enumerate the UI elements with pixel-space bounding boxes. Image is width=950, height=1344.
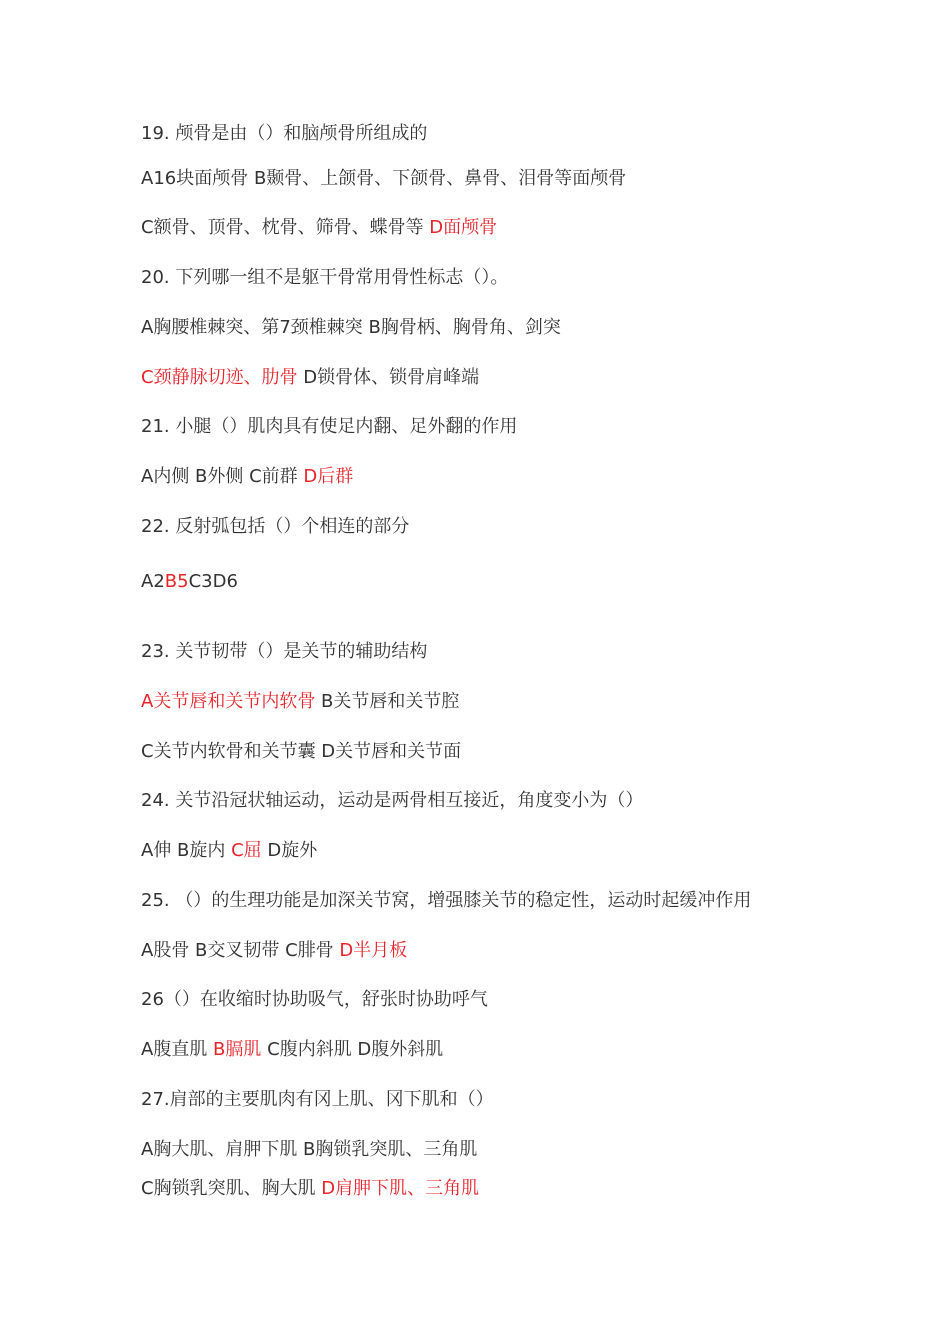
question-21-stem (141, 415, 517, 439)
question-22-option-a: A2 (141, 571, 165, 592)
question-26-options-text: A腹直肌 (141, 1039, 214, 1060)
question-22-options (141, 570, 238, 594)
question-22-stem (141, 515, 409, 539)
question-27-options-text-2: C胸锁乳突肌、胸大肌 (141, 1178, 322, 1199)
question-26-options-text-2: C腹内斜肌 D腹外斜肌 (261, 1039, 444, 1060)
question-27-text: 27.肩部的主要肌肉有冈上肌、冈下肌和（） (141, 1089, 494, 1110)
question-23-text: 23. 关节韧带（）是关节的辅助结构 (141, 641, 428, 662)
question-20-options-line-1 (141, 316, 561, 340)
question-19-answer: D面颅骨 (429, 217, 498, 238)
question-20-options-text: A胸腰椎棘突、第7颈椎棘突 B胸骨柄、胸骨角、剑突 (141, 317, 561, 338)
question-26-text: 26（）在收缩时协助吸气，舒张时协助呼气 (141, 989, 488, 1010)
question-24-options-text-2: D旋外 (261, 840, 318, 861)
question-23-answer: A关节唇和关节内软骨 (141, 691, 316, 712)
question-19-options-text-2: C额骨、顶骨、枕骨、筛骨、蝶骨等 (141, 217, 430, 238)
question-23-options-line-2 (141, 740, 461, 764)
question-27-options-line-1 (141, 1138, 477, 1162)
question-26-stem (141, 988, 488, 1012)
question-19-stem (141, 122, 427, 146)
question-24-options (141, 839, 317, 863)
question-25-options (141, 939, 407, 963)
question-27-answer: D肩胛下肌、三角肌 (321, 1178, 480, 1199)
question-27-stem (141, 1088, 494, 1112)
question-25-options-text: A股骨 B交叉韧带 C腓骨 (141, 940, 340, 961)
question-24-text: 24. 关节沿冠状轴运动，运动是两骨相互接近，角度变小为（） (141, 790, 644, 811)
question-20-options-line-2 (141, 366, 479, 390)
question-19-text: 19. 颅骨是由（）和脑颅骨所组成的 (141, 123, 428, 144)
question-21-options-text: A内侧 B外侧 C前群 (141, 466, 304, 487)
question-25-answer: D半月板 (339, 940, 408, 961)
question-19-options-line-2 (141, 216, 497, 240)
question-22-text: 22. 反射弧包括（）个相连的部分 (141, 516, 410, 537)
question-22-answer: B5 (164, 571, 189, 592)
question-23-options-text-2: C关节内软骨和关节囊 D关节唇和关节面 (141, 741, 462, 762)
question-24-options-text: A伸 B旋内 (141, 840, 232, 861)
question-21-options (141, 465, 353, 489)
question-20-stem (141, 266, 508, 290)
question-19-options-text: A16块面颅骨 B颞骨、上颌骨、下颌骨、鼻骨、泪骨等面颅骨 (141, 168, 627, 189)
question-23-stem (141, 640, 427, 664)
question-23-options-line-1 (141, 690, 459, 714)
question-25-stem (141, 889, 751, 913)
question-26-answer: B膈肌 (213, 1039, 262, 1060)
question-26-options (141, 1038, 443, 1062)
question-20-options-text-2: D锁骨体、锁骨肩峰端 (297, 367, 480, 388)
question-27-options-text: A胸大肌、肩胛下肌 B胸锁乳突肌、三角肌 (141, 1139, 478, 1160)
question-22-option-rest: C3D6 (188, 571, 238, 592)
question-21-text: 21. 小腿（）肌肉具有使足内翻、足外翻的作用 (141, 416, 518, 437)
question-20-answer: C颈静脉切迹、肋骨 (141, 367, 298, 388)
question-25-text: 25. （）的生理功能是加深关节窝，增强膝关节的稳定性，运动时起缓冲作用 (141, 890, 752, 911)
question-20-text: 20. 下列哪一组不是躯干骨常用骨性标志（）。 (141, 267, 509, 288)
question-24-stem (141, 789, 643, 813)
question-27-options-line-2 (141, 1177, 479, 1201)
question-21-answer: D后群 (303, 466, 354, 487)
question-24-answer: C屈 (231, 840, 262, 861)
question-19-options-line-1 (141, 167, 626, 191)
question-23-options-text: B关节唇和关节腔 (315, 691, 460, 712)
